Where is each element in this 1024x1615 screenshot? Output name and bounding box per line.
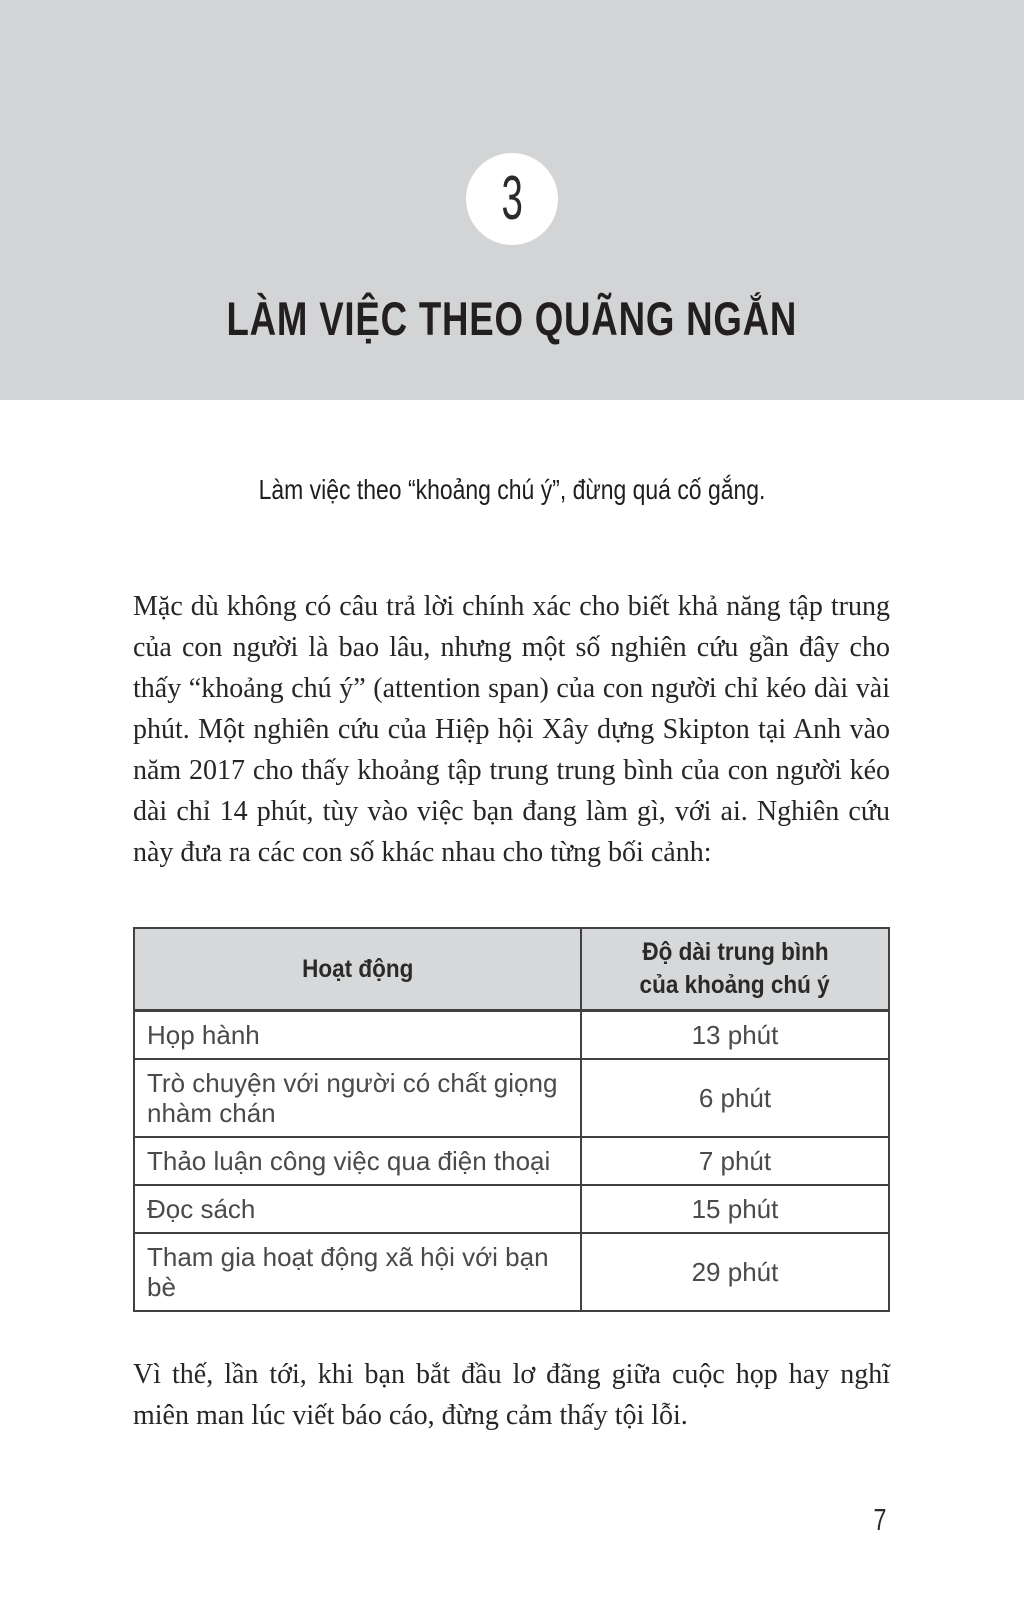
chapter-subtitle-container <box>0 474 1024 506</box>
table-row <box>134 1059 889 1137</box>
content-column <box>133 586 890 1436</box>
duration-cell: 15 phút <box>581 1185 889 1233</box>
page-number: 7 <box>873 1502 887 1537</box>
activity-cell: Đọc sách <box>134 1185 581 1233</box>
column-header-activity-label: Hoạt động <box>301 954 414 983</box>
activity-cell: Tham gia hoạt động xã hội với bạn bè <box>134 1233 581 1311</box>
chapter-title: LÀM VIỆC THEO QUÃNG NGẮN <box>226 292 798 345</box>
duration-cell: 13 phút <box>581 1011 889 1060</box>
column-header-duration-line1: Độ dài trung bình <box>641 938 829 966</box>
attention-span-table <box>133 927 890 1312</box>
table-header-row <box>134 928 889 1011</box>
chapter-number-badge <box>466 153 558 245</box>
column-header-activity <box>134 928 581 1011</box>
chapter-subtitle: Làm việc theo “khoảng chú ý”, đừng quá cố gắng. <box>258 474 766 505</box>
intro-paragraph: Mặc dù không có câu trả lời chính xác cho biết khả năng tập trung của con người là bao lâu, nhưng một số nghiên cứu gần đây cho thấy “khoảng chú ý” (attention span) của con người chỉ kéo dài vài phút. Một nghiên cứu của Hiệp hội Xây dựng Skipton tại Anh vào năm 2017 cho thấy khoảng tập trung trung bình của con người kéo dài chỉ 14 phút, tùy vào việc bạn đang làm gì, với ai. Nghiên cứu này đưa ra các con số khác nhau cho từng bối cảnh: <box>133 591 890 868</box>
table-row <box>134 1011 889 1060</box>
outro-paragraph: Vì thế, lần tới, khi bạn bắt đầu lơ đãng giữa cuộc họp hay nghĩ miên man lúc viết báo cáo, đừng cảm thấy tội lỗi. <box>133 1359 890 1431</box>
chapter-header <box>0 0 1024 400</box>
table-row <box>134 1185 889 1233</box>
activity-cell: Họp hành <box>134 1011 581 1060</box>
table-row <box>134 1233 889 1311</box>
duration-cell: 6 phút <box>581 1059 889 1137</box>
activity-cell: Thảo luận công việc qua điện thoại <box>134 1137 581 1185</box>
duration-cell: 29 phút <box>581 1233 889 1311</box>
duration-cell: 7 phút <box>581 1137 889 1185</box>
chapter-number: 3 <box>501 164 523 233</box>
table-row <box>134 1137 889 1185</box>
column-header-duration <box>581 928 889 1011</box>
table-head <box>134 928 889 1011</box>
column-header-duration-line2: của khoảng chú ý <box>639 971 831 999</box>
table-body <box>134 1011 889 1312</box>
activity-cell: Trò chuyện với người có chất giọng nhàm chán <box>134 1059 581 1137</box>
